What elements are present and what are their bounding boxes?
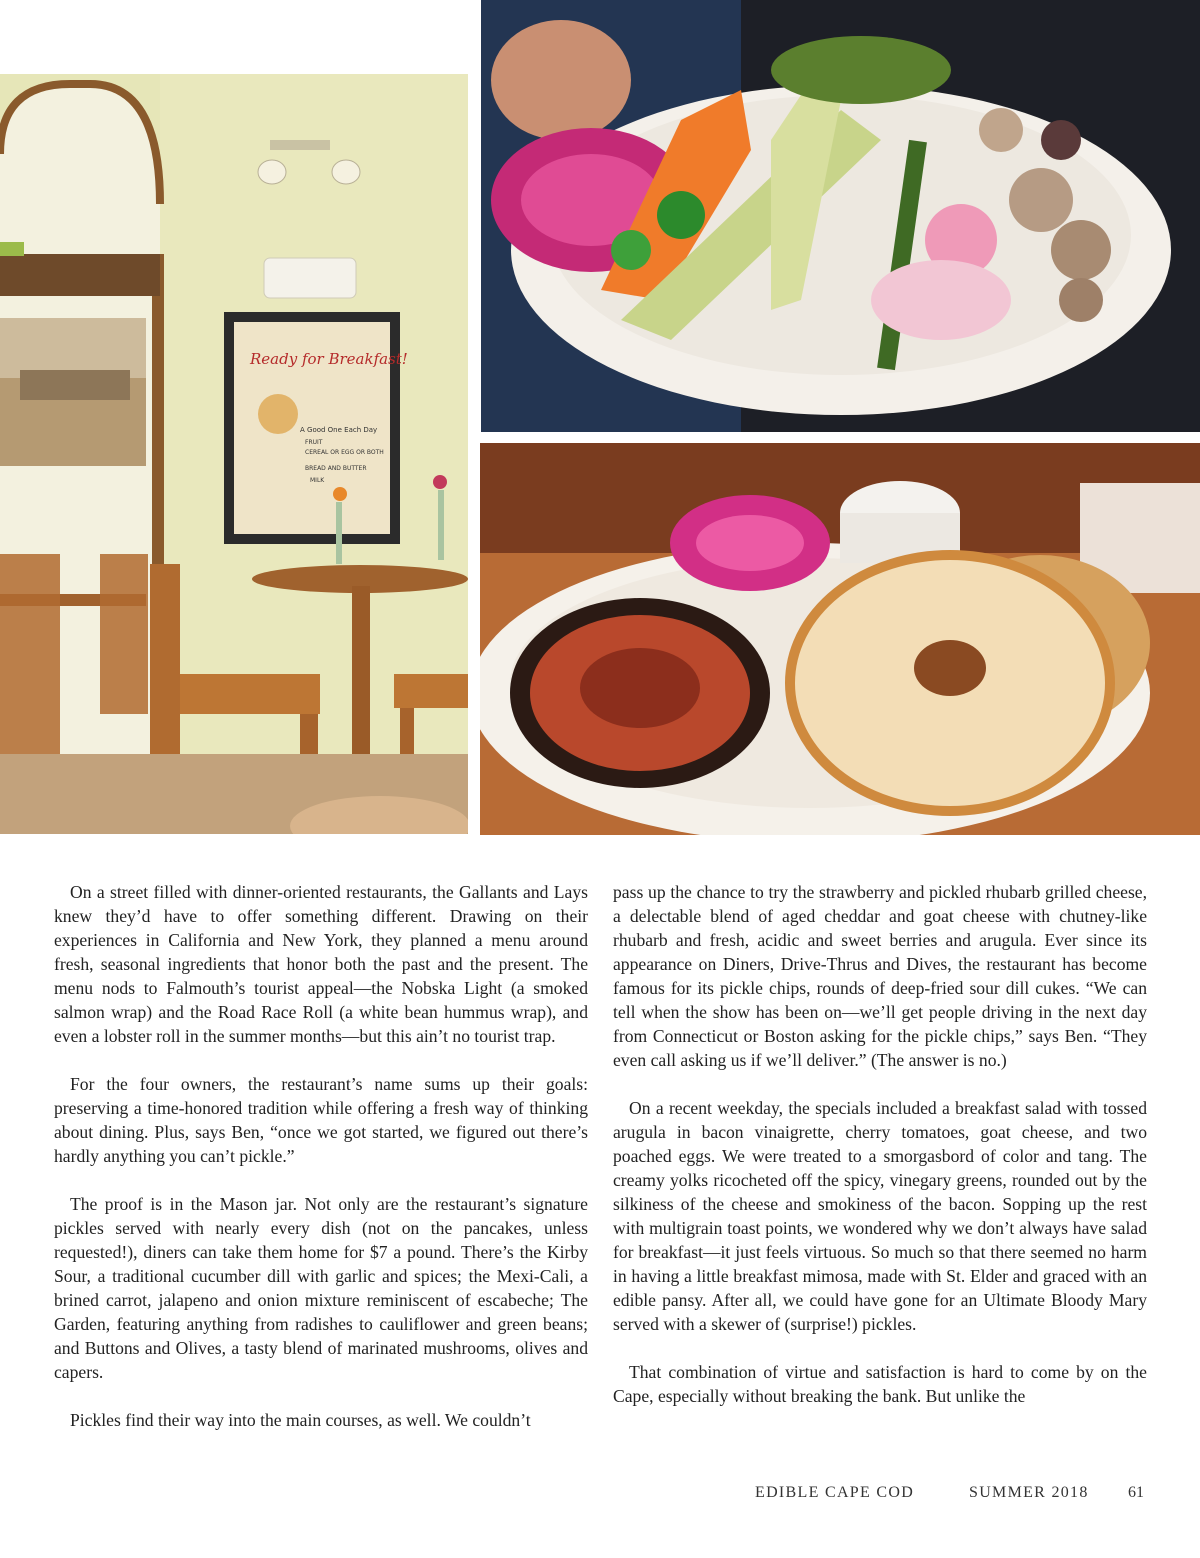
poster-item-cereal: CEREAL OR EGG OR BOTH — [305, 449, 384, 456]
poster-item-bread: BREAD AND BUTTER — [305, 465, 367, 472]
article-paragraph: On a recent weekday, the specials included a breakfast salad with tossed arugula in bacon vinaigrette, cherry tomatoes, goat cheese, and two poached eggs. We were treated to a smorgasbord of color and tang. The creamy yolks ricocheted off the spicy, vinegary greens, rounded out by the silkiness of the cheese and smokiness of the bacon. Sopping up the rest with multigrain toast points, we wondered why we don’t always have salad for breakfast—it just feels virtuous. So much so that there seemed no harm in having a little breakfast mimosa, made with St. Elder and graced with an edible pansy. After all, we could have gone for an Ultimate Bloody Mary served with a skewer of (surprise!) pickles. — [613, 1098, 1147, 1334]
poster-caption: A Good One Each Day — [300, 426, 378, 434]
article-column-left — [54, 880, 588, 1432]
page-number: 61 — [1128, 1484, 1144, 1501]
cafe-interior-photo — [0, 74, 468, 834]
article-paragraph: For the four owners, the restaurant’s name sums up their goals: preserving a time-honored tradition while offering a fresh way of thinking about dining. Plus, says Ben, “once we got started, we figured out there’s hardly anything you can’t pickle.” — [54, 1074, 588, 1166]
article-paragraph: pass up the chance to try the strawberry and pickled rhubarb grilled cheese, a delectable blend of aged cheddar and goat cheese with chutney-like rhubarb and fresh, acidic and sweet berries and arugula. Ever since its appearance on Diners, Drive-Thrus and Dives, the restaurant has become famous for its pickle chips, rounds of deep-fried sour dill cukes. “We can tell when the show has been on—we’ll get people driving in the next day from Connecticut or Boston asking for the pickle chips,” says Ben. “They even call asking us if we’ll deliver.” (The answer is no.) — [613, 882, 1147, 1070]
footer-publication: EDIBLE CAPE COD — [755, 1484, 915, 1501]
footer-issue: SUMMER 2018 — [969, 1484, 1089, 1501]
article-column-right — [613, 880, 1147, 1408]
pickle-plate-photo — [481, 0, 1200, 432]
article-paragraph: Pickles find their way into the main courses, as well. We couldn’t — [70, 1410, 531, 1430]
poster-title: Ready for Breakfast! — [250, 350, 408, 368]
article-paragraph: That combination of virtue and satisfaction is hard to come by on the Cape, especially without breaking the bank. But unlike the — [613, 1362, 1147, 1406]
article-paragraph: On a street filled with dinner-oriented restaurants, the Gallants and Lays knew they’d have to offer something different. Drawing on their experiences in California and New York, they planned a menu around fresh, seasonal ingredients that honor both the past and the present. The menu nods to Falmouth’s tourist appeal—the Nobska Light (a smoked salmon wrap) and the Road Race Roll (a white bean hummus wrap), and even a lobster roll in the summer months—but this ain’t no tourist trap. — [54, 882, 588, 1046]
article-paragraph: The proof is in the Mason jar. Not only are the restaurant’s signature pickles served with nearly every dish (not on the pancakes, unless requested!), diners can take them home for $7 a pound. There’s the Kirby Sour, a traditional cucumber dill with garlic and spices; the Mexi-Cali, a brined carrot, jalapeno and onion mixture reminiscent of escabeche; The Garden, featuring anything from radishes to cauliflower and green beans; and Buttons and Olives, a tasty blend of marinated mushrooms, olives and capers. — [54, 1194, 588, 1382]
poster-item-milk: MILK — [310, 477, 325, 484]
bagel-plate-photo — [480, 443, 1200, 835]
poster-item-fruit: FRUIT — [305, 439, 323, 446]
